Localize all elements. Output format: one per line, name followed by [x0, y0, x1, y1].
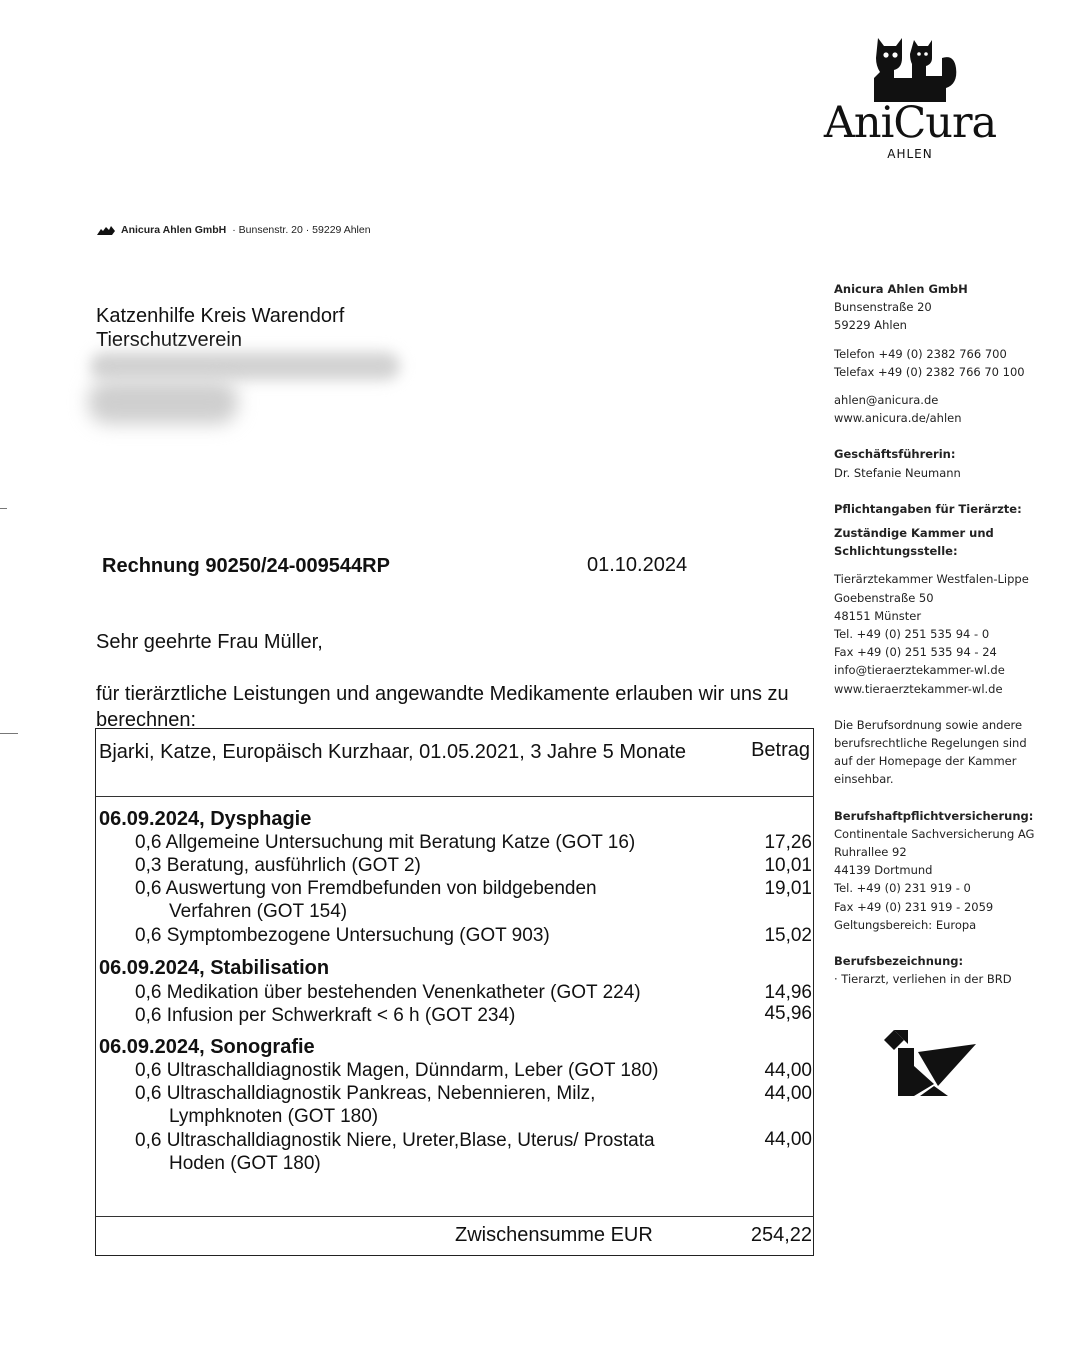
sender-address-line: [97, 224, 371, 236]
recipient-line-1: Katzenhilfe Kreis Warendorf: [96, 305, 345, 327]
chamber-city: 48151 Münster: [834, 608, 922, 623]
chamber-street: Goebenstraße 50: [834, 590, 934, 605]
profession-heading: Berufsbezeichnung:: [834, 954, 964, 969]
insurance-street: Ruhrallee 92: [834, 845, 907, 860]
line-item-amount: 10,01: [764, 855, 812, 876]
line-item: [135, 981, 715, 1004]
redacted-city-line: [88, 380, 238, 424]
line-item-text: 0,6 Infusion per Schwerkraft < 6 h (GOT 234): [135, 1005, 516, 1026]
salutation: Sehr geehrte Frau Müller,: [96, 631, 323, 653]
section-title: 06.09.2024, Stabilisation: [99, 957, 330, 979]
scan-mark: [0, 508, 7, 509]
patient-info: Bjarki, Katze, Europäisch Kurzhaar, 01.05.2021, 3 Jahre 5 Monate: [99, 741, 687, 763]
insurance-phone: Tel. +49 (0) 231 919 - 0: [834, 881, 971, 896]
ceo-heading: Geschäftsführerin:: [834, 447, 956, 462]
company-city: 59229 Ahlen: [834, 318, 907, 333]
small-cats-icon: [97, 225, 115, 236]
line-item-text: 0,6 Auswertung von Fremdbefunden von bildgebenden: [135, 878, 597, 899]
section-title: 06.09.2024, Sonografie: [99, 1036, 315, 1058]
insurance-fax: Fax +49 (0) 231 919 - 2059: [834, 899, 994, 914]
insurance-city: 44139 Dortmund: [834, 863, 933, 878]
ceo-name: Dr. Stefanie Neumann: [834, 465, 961, 480]
brand-city: AHLEN: [887, 147, 933, 161]
sender-address: · Bunsenstr. 20 · 59229 Ahlen: [232, 224, 371, 236]
section-title: 06.09.2024, Dysphagie: [99, 808, 312, 830]
geometric-dog-logo: [878, 1026, 978, 1098]
line-item-text: 0,6 Allgemeine Untersuchung mit Beratung Katze (GOT 16): [135, 832, 636, 853]
sender-name: Anicura Ahlen GmbH: [121, 224, 227, 236]
scan-mark: [0, 733, 18, 734]
line-item-amount: 15,02: [764, 925, 812, 946]
company-name: Anicura Ahlen GmbH: [834, 282, 968, 296]
line-item: [135, 924, 715, 947]
line-item-continuation: Hoden (GOT 180): [169, 1153, 321, 1174]
chamber-note: Die Berufsordnung sowie andere: [834, 717, 1023, 732]
chamber-heading: Zuständige Kammer und: [834, 526, 994, 541]
line-item-text: 0,6 Ultraschalldiagnostik Pankreas, Nebennieren, Milz,: [135, 1083, 596, 1104]
line-item: [135, 1059, 715, 1082]
invoice-date: 01.10.2024: [587, 554, 688, 576]
chamber-email: info@tieraerztekammer-wl.de: [834, 663, 1005, 678]
duty-heading: Pflichtangaben für Tierärzte:: [834, 501, 1022, 516]
table-subtotal-divider: [96, 1216, 814, 1217]
amount-column-header: Betrag: [751, 739, 810, 761]
chamber-note: berufsrechtliche Regelungen sind: [834, 736, 1027, 751]
table-header-divider: [96, 796, 814, 797]
insurance-name: Continentale Sachversicherung AG: [834, 826, 1035, 841]
subtotal-label: Zwischensumme EUR: [455, 1224, 653, 1246]
company-phone: Telefon +49 (0) 2382 766 700: [834, 346, 1007, 361]
insurance-heading: Berufshaftpflichtversicherung:: [834, 808, 1034, 823]
line-item-text: 0,6 Medikation über bestehenden Venenkatheter (GOT 224): [135, 982, 641, 1003]
brand-name: AniCura: [823, 98, 997, 148]
company-email: ahlen@anicura.de: [834, 393, 939, 408]
chamber-name: Tierärztekammer Westfalen-Lippe: [834, 572, 1029, 587]
chamber-fax: Fax +49 (0) 251 535 94 - 24: [834, 645, 997, 660]
anicura-cats-logo: [868, 28, 964, 102]
line-item-amount: 44,00: [764, 1129, 812, 1150]
chamber-note: auf der Homepage der Kammer: [834, 754, 1017, 769]
line-item-text: 0,3 Beratung, ausführlich (GOT 2): [135, 855, 421, 876]
line-item-amount: 44,00: [764, 1083, 812, 1104]
chamber-phone: Tel. +49 (0) 251 535 94 - 0: [834, 627, 990, 642]
chamber-heading-2: Schlichtungsstelle:: [834, 544, 958, 559]
company-info-column: [834, 280, 1064, 989]
line-item: [135, 1004, 715, 1027]
line-item: [135, 854, 715, 877]
line-item-continuation: Verfahren (GOT 154): [169, 901, 348, 922]
line-item-amount: 45,96: [764, 1003, 812, 1024]
line-item-amount: 44,00: [764, 1060, 812, 1081]
company-website: www.anicura.de/ahlen: [834, 411, 962, 426]
line-item: [135, 877, 715, 923]
recipient-line-2: Tierschutzverein: [96, 329, 242, 351]
line-item: [135, 1082, 715, 1128]
line-item-amount: 17,26: [764, 832, 812, 853]
company-street: Bunsenstraße 20: [834, 300, 932, 315]
intro-text: für tierärztliche Leistungen und angewandte Medikamente erlauben wir uns zu berechnen:: [96, 683, 789, 731]
line-item-text: 0,6 Ultraschalldiagnostik Niere, Ureter,Blase, Uterus/ Prostata: [135, 1130, 655, 1151]
line-item-text: 0,6 Ultraschalldiagnostik Magen, Dünndarm, Leber (GOT 180): [135, 1060, 659, 1081]
profession-value: · Tierarzt, verliehen in der BRD: [834, 972, 1012, 987]
line-item: [135, 1129, 715, 1175]
redacted-address-line: [90, 352, 400, 380]
line-item: [135, 831, 715, 854]
line-item-amount: 14,96: [764, 982, 812, 1003]
line-item-amount: 19,01: [764, 878, 812, 899]
invoice-title: Rechnung 90250/24-009544RP: [102, 555, 390, 577]
line-item-continuation: Lymphknoten (GOT 180): [169, 1106, 379, 1127]
chamber-website: www.tieraerztekammer-wl.de: [834, 681, 1003, 696]
company-fax: Telefax +49 (0) 2382 766 70 100: [834, 364, 1025, 379]
insurance-scope: Geltungsbereich: Europa: [834, 917, 977, 932]
subtotal-value: 254,22: [750, 1224, 812, 1246]
line-item-text: 0,6 Symptombezogene Untersuchung (GOT 903): [135, 925, 550, 946]
chamber-note: einsehbar.: [834, 772, 894, 787]
